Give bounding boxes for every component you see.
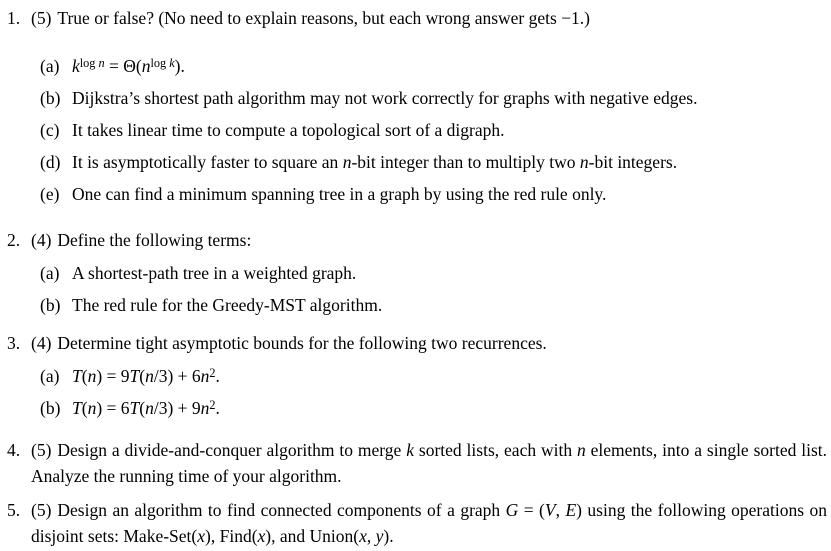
subitem [31, 85, 827, 111]
text-run: Dijkstra’s shortest path algorithm may not work correctly for graphs with negative edges. [72, 88, 698, 108]
question-intro-text [57, 8, 590, 28]
math-var: k [406, 440, 414, 460]
question-number: 3. [7, 333, 21, 353]
subitem-label: (b) [40, 398, 61, 418]
math-var: n [145, 366, 154, 386]
math-var: n [145, 398, 154, 418]
math-var: n [577, 440, 586, 460]
text-run: Define the following terms: [57, 230, 252, 250]
subitem [31, 181, 827, 207]
subitem-text [72, 366, 220, 386]
question-intro-text [31, 500, 827, 546]
question-number: 1. [7, 8, 21, 28]
superscript: 2 [209, 365, 216, 380]
superscript: 2 [209, 397, 216, 412]
superscript: log [79, 55, 99, 70]
question [0, 227, 831, 318]
subitem-text [72, 120, 505, 140]
text-run: -bit integers. [588, 152, 678, 172]
subitem-list [31, 363, 827, 421]
question-number: 2. [7, 230, 21, 250]
text-run: ), and Union( [265, 526, 360, 546]
superscript: log [150, 55, 170, 70]
text-run: ) = 6 [96, 398, 130, 418]
math-var: x [257, 526, 266, 546]
question [0, 497, 831, 549]
question [0, 330, 831, 421]
text-run: Design a divide-and-conquer algorithm to merge [57, 440, 407, 460]
text-run: /3) + 9 [153, 398, 201, 418]
math-var: n [342, 152, 352, 172]
question-text [31, 5, 827, 31]
text-run: sorted lists, each with [414, 440, 577, 460]
subitem [31, 260, 827, 286]
question-text [31, 330, 827, 356]
math-var: T [72, 366, 82, 386]
subitem-label: (d) [40, 152, 61, 172]
question-number: 4. [7, 440, 21, 460]
question-number: 5. [7, 500, 21, 520]
text-run: ( [81, 398, 88, 418]
math-var: E [565, 500, 577, 520]
math-var: y [375, 526, 384, 546]
subitem-text [72, 88, 697, 108]
text-run: . [215, 366, 220, 386]
question-points: (4) [31, 230, 52, 250]
text-run: Design an algorithm to find connected components of a graph [57, 500, 506, 520]
subitem [31, 292, 827, 318]
math-var: k [72, 56, 80, 76]
subitem-text [72, 263, 356, 283]
subitem-text [72, 295, 382, 315]
subitem-text [72, 184, 606, 204]
subitem [31, 395, 827, 421]
math-var: n [87, 398, 97, 418]
text-run: ). [174, 56, 185, 76]
text-run: elements, into a single sorted list. Analyze the running time of your algorithm. [31, 440, 828, 486]
text-run: One can find a minimum spanning tree in a graph by using the red rule only. [72, 184, 607, 204]
text-run: = Θ( [104, 56, 142, 76]
question-points: (5) [31, 500, 52, 520]
subitem [31, 117, 827, 143]
text-run: . [215, 398, 220, 418]
math-var: n [98, 55, 105, 70]
text-run: True or false? (No need to explain reasons, but each wrong answer gets −1.) [57, 8, 591, 28]
text-run: , [555, 500, 566, 520]
math-var: n [579, 152, 589, 172]
question [0, 5, 831, 207]
question-intro-text [31, 440, 827, 486]
question-text [31, 437, 827, 489]
math-var: G [505, 500, 519, 520]
subitem-label: (b) [40, 295, 61, 315]
subitem-text [72, 56, 185, 76]
text-run: It takes linear time to compute a topological sort of a digraph. [72, 120, 505, 140]
subitem-label: (a) [40, 263, 60, 283]
subitem-text [72, 152, 677, 172]
question-list [0, 5, 831, 549]
question-intro-text [57, 333, 546, 353]
math-var: n [200, 366, 210, 386]
math-var: k [169, 55, 175, 70]
subitem-label: (e) [40, 184, 60, 204]
text-run: ( [139, 398, 146, 418]
subitem-label: (b) [40, 88, 61, 108]
subitem [31, 363, 827, 389]
text-run: = ( [518, 500, 545, 520]
question-points: (5) [31, 8, 52, 28]
text-run: Determine tight asymptotic bounds for the following two recurrences. [57, 333, 547, 353]
math-var: T [72, 398, 82, 418]
question-intro-text [57, 230, 251, 250]
text-run: The red rule for the Greedy-MST algorithm. [72, 295, 383, 315]
math-var: V [544, 500, 556, 520]
subitem-label: (a) [40, 56, 60, 76]
text-run: , [366, 526, 376, 546]
subitem-label: (a) [40, 366, 60, 386]
text-run: ) using the following operations on disjoint sets: Make-Set( [31, 500, 828, 546]
math-var: x [359, 526, 367, 546]
text-run: ( [139, 366, 146, 386]
subitem [31, 53, 827, 79]
text-run: It is asymptotically faster to square an [72, 152, 343, 172]
math-var: n [141, 56, 151, 76]
math-var: T [129, 398, 140, 418]
text-run: ) = 9 [96, 366, 130, 386]
text-run: /3) + 6 [153, 366, 201, 386]
math-var: n [200, 398, 210, 418]
math-var: n [87, 366, 97, 386]
text-run: A shortest-path tree in a weighted graph. [72, 263, 357, 283]
question [0, 437, 831, 489]
question-text [31, 227, 827, 253]
math-var: x [197, 526, 206, 546]
subitem [31, 149, 827, 175]
text-run: -bit integer than to multiply two [351, 152, 580, 172]
subitem-text [72, 398, 220, 418]
text-run: ). [383, 526, 394, 546]
math-var: T [129, 366, 140, 386]
question-text [31, 497, 827, 549]
text-run: ), Find( [205, 526, 258, 546]
subitem-label: (c) [40, 120, 60, 140]
question-points: (4) [31, 333, 52, 353]
subitem-list [31, 53, 827, 207]
subitem-list [31, 260, 827, 318]
question-points: (5) [31, 440, 52, 460]
text-run: ( [81, 366, 88, 386]
